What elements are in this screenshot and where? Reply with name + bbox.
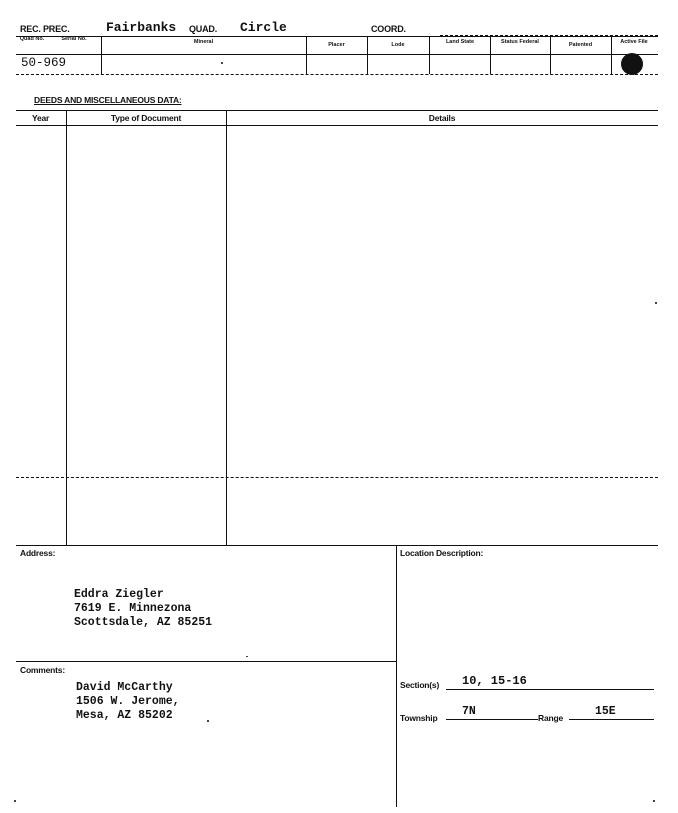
record-table-top — [16, 36, 658, 37]
section-value: 10, 15-16 — [462, 674, 527, 688]
quad-value: Circle — [240, 20, 287, 35]
comments-label: Comments: — [20, 665, 65, 675]
col-year: Year — [32, 113, 50, 123]
col-divider — [550, 36, 551, 74]
col-quad-no: Quad No. — [19, 36, 45, 42]
col-divider — [429, 36, 430, 74]
col-land-state: Land State — [445, 39, 475, 45]
col-divider — [367, 36, 368, 74]
rec-prec-value: Fairbanks — [106, 20, 177, 35]
stray-mark — [655, 302, 657, 304]
col-active-file: Active File — [620, 39, 648, 45]
township-label: Township — [400, 713, 438, 723]
type-col-divider — [226, 110, 227, 545]
quad-label: QUAD. — [189, 24, 217, 34]
deeds-header-line — [16, 125, 658, 126]
col-type: Type of Document — [110, 113, 182, 123]
township-blank — [446, 707, 538, 720]
address-location-divider — [396, 545, 397, 807]
address-label: Address: — [20, 548, 56, 558]
col-divider — [490, 36, 491, 74]
col-placer: Placer — [328, 42, 345, 48]
section-label: Section(s) — [400, 680, 440, 690]
col-serial-no: Serial No. — [61, 36, 87, 42]
col-divider — [306, 36, 307, 74]
quad-serial-value: 50-969 — [21, 56, 67, 70]
comment-line: David McCarthy — [76, 681, 173, 694]
col-lode: Lode — [391, 42, 405, 48]
comment-line: 1506 W. Jerome, — [76, 695, 180, 708]
address-line: Scottsdale, AZ 85251 — [74, 616, 213, 629]
deeds-section-title: DEEDS AND MISCELLANEOUS DATA: — [34, 95, 182, 105]
active-file-dot — [621, 53, 643, 75]
address-line: Eddra Ziegler — [74, 588, 164, 601]
address-block — [74, 588, 212, 630]
township-value: 7N — [462, 705, 476, 718]
mineral-mark — [221, 62, 223, 64]
stray-mark — [653, 800, 655, 802]
rec-prec-label: REC. PREC. — [20, 24, 70, 34]
comments-section-top — [16, 661, 396, 662]
coord-label: COORD. — [371, 24, 406, 34]
comment-line: Mesa, AZ 85202 — [76, 709, 173, 722]
address-line: 7619 E. Minnezona — [74, 602, 192, 615]
col-patented: Patented — [568, 42, 593, 48]
col-details: Details — [428, 113, 456, 123]
stray-mark — [246, 656, 248, 657]
col-divider — [611, 36, 612, 74]
stray-mark — [207, 720, 209, 722]
col-mineral: Mineral — [193, 39, 214, 45]
record-table-bottom — [16, 74, 658, 75]
range-label: Range — [538, 713, 563, 723]
deeds-table-top — [16, 110, 658, 111]
record-table-divider — [16, 54, 658, 55]
comments-block — [76, 681, 180, 723]
range-value: 15E — [595, 705, 616, 718]
stray-mark — [14, 800, 16, 802]
year-col-divider — [66, 110, 67, 545]
address-section-top — [16, 545, 658, 546]
deeds-dashed-divider — [16, 477, 658, 478]
location-description-label: Location Description: — [400, 548, 484, 558]
col-status-federal: Status Federal — [501, 39, 539, 45]
